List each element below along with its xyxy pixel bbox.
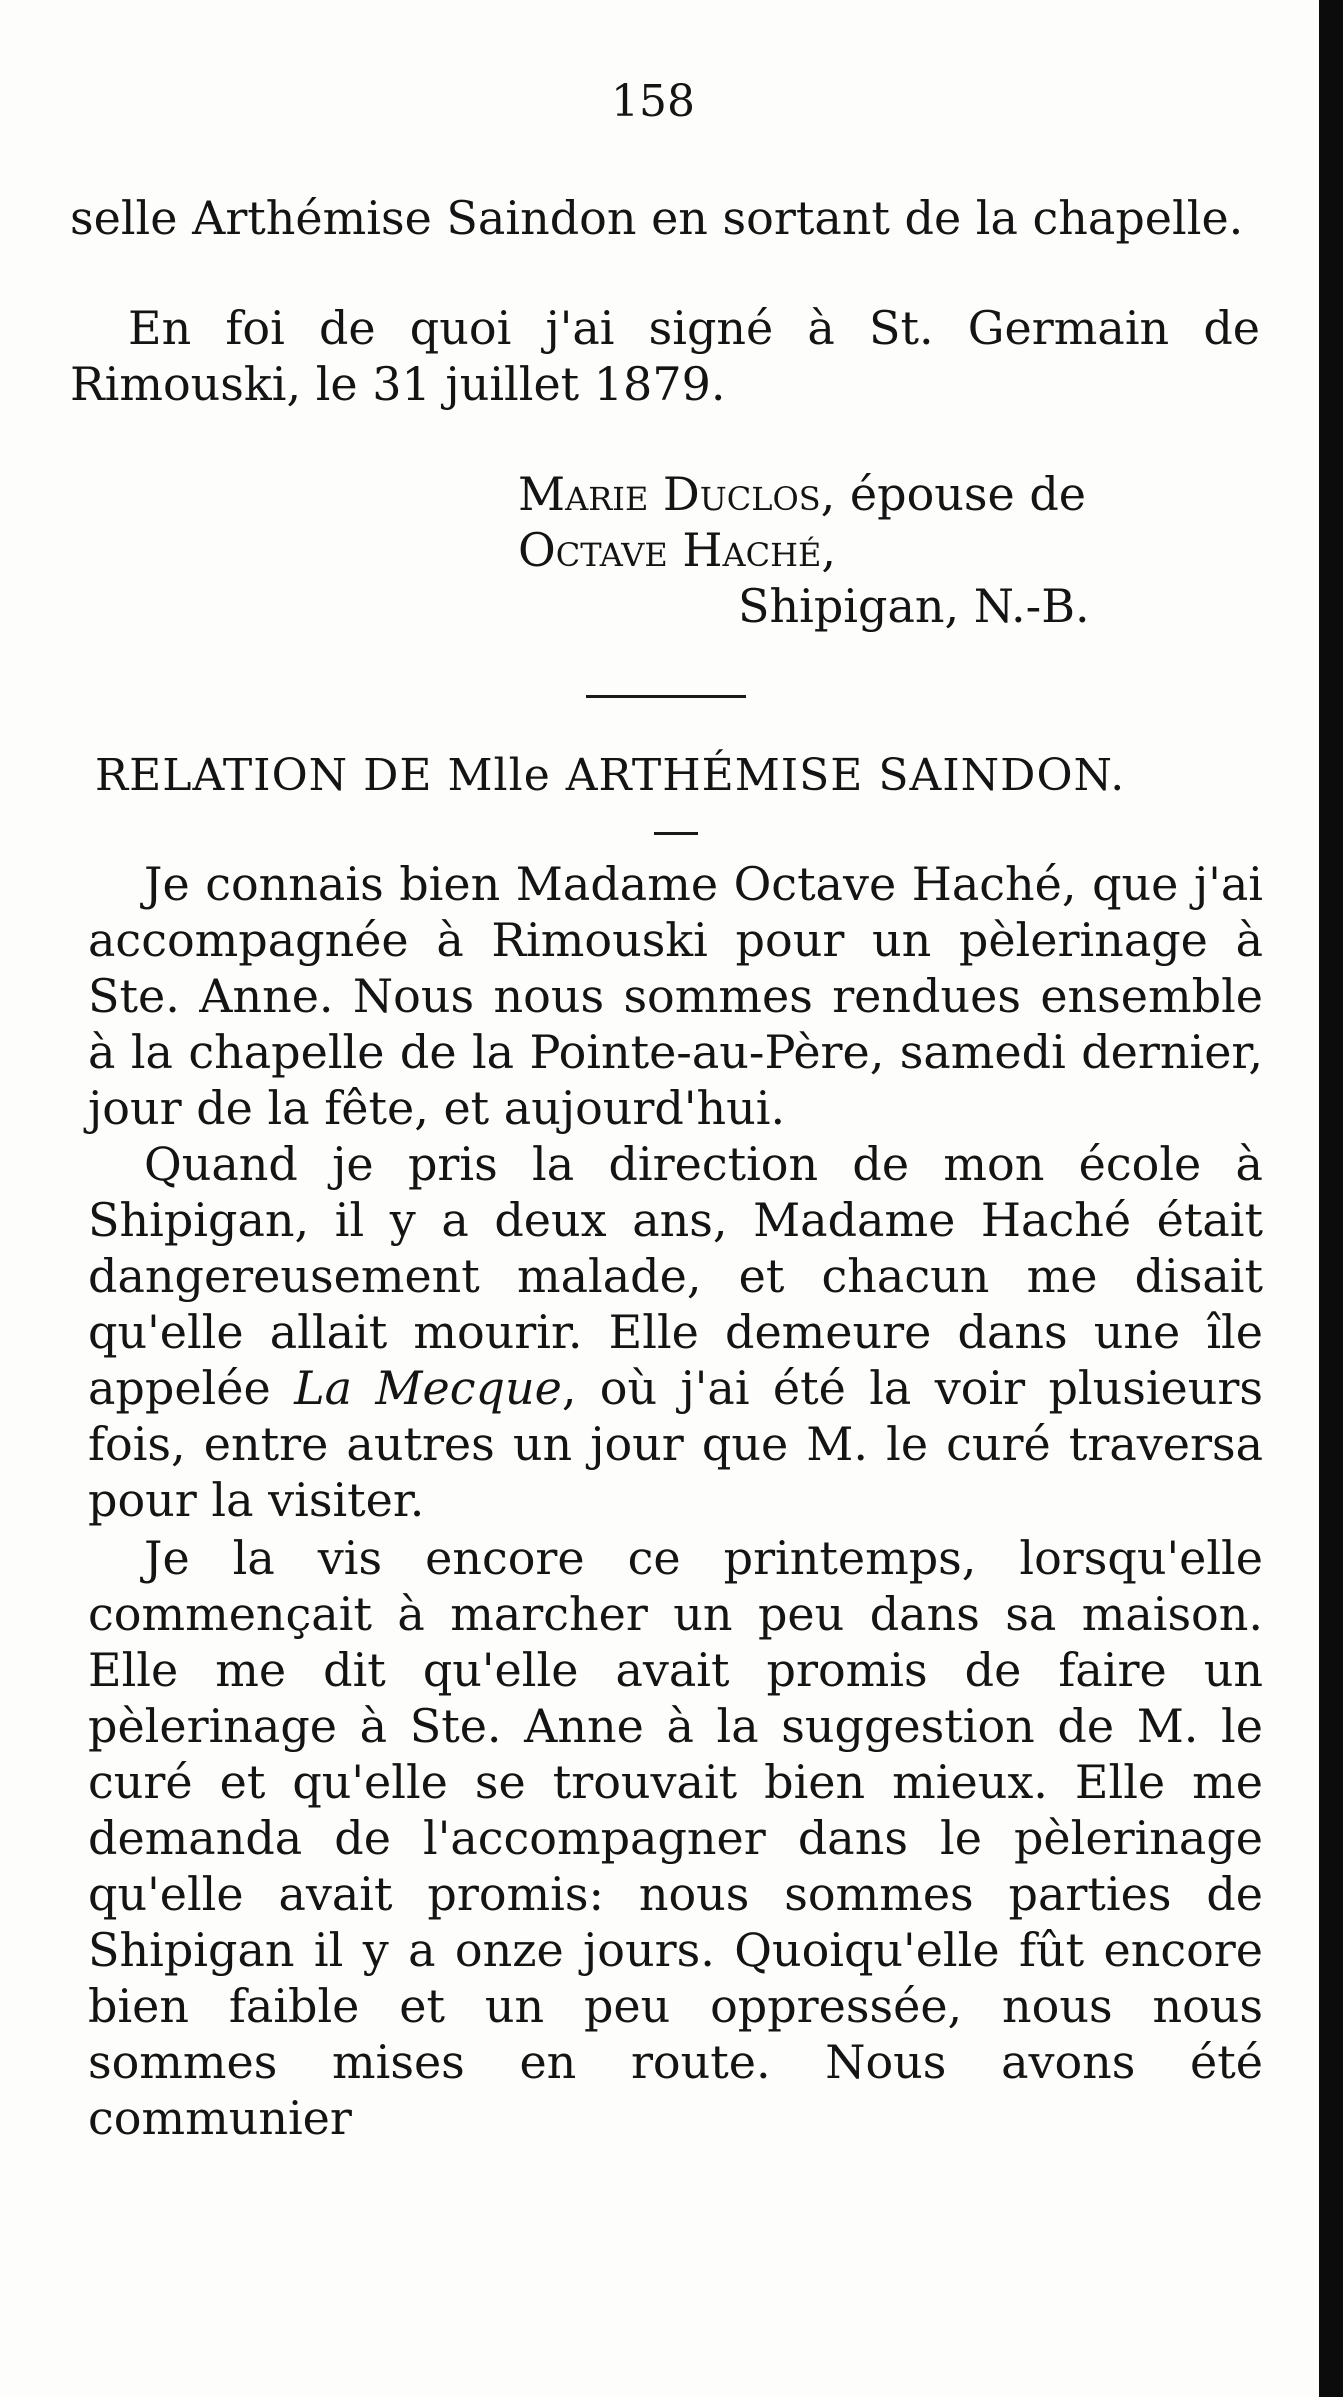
continued-paragraph: selle Arthémise Saindon en sortant de la chapelle. — [70, 191, 1244, 245]
section-divider — [586, 695, 746, 698]
body-paragraph: Je la vis encore ce printemps, lorsqu'elle commençait à marcher un peu dans sa maison. Elle me dit qu'elle avait promis de faire un pèlerinage à Ste. Anne à la suggestion de M. le curé et qu'elle se trouvait bien mieux. Elle me demanda de l'accompagner dans le pèlerinage qu'elle avait promis: nous sommes parties de Shipigan il y a onze jours. Quoiqu'elle fût encore bien faible et un peu oppressée, nous nous sommes mises en route. Nous avons été communier — [88, 1531, 1263, 2145]
body-paragraph — [88, 1136, 1263, 1528]
spouse-name: Octave Haché, — [518, 523, 836, 577]
page-edge-shadow — [1319, 0, 1343, 2397]
signatory-name: Marie Duclos, — [518, 467, 836, 521]
signatory-relation: épouse de — [849, 467, 1087, 521]
paragraph-text: Quand je pris la direction de mon école à Shipigan, il y a deux ans, Madame Haché était dangereusement malade, et chacun me disait qu'elle allait mourir. Elle demeure dans une île appelée — [88, 1137, 1263, 1415]
place-name: La Mecque — [294, 1361, 562, 1415]
section-heading: RELATION DE Mlle ARTHÉMISE SAINDON. — [95, 750, 1126, 801]
signatory-place: Shipigan, N.-B. — [738, 579, 1090, 633]
signature-block — [518, 466, 1090, 634]
paragraph-text: , où j'ai été la voir plusieurs fois, entre autres un jour que M. le curé traversa pour la visiter. — [88, 1361, 1264, 1527]
page-number: 158 — [611, 76, 695, 127]
heading-dash — [654, 832, 698, 835]
signature-line — [518, 466, 1090, 522]
attestation-paragraph: En foi de quoi j'ai signé à St. Germain de Rimouski, le 31 juillet 1879. — [70, 301, 1260, 411]
body-paragraph: Je connais bien Madame Octave Haché, que j'ai accompagnée à Rimouski pour un pèlerinage à Ste. Anne. Nous nous sommes rendues ensemble à la chapelle de la Pointe-au-Père, samedi dernier, jour de la fête, et aujourd'hui. — [88, 857, 1263, 1135]
